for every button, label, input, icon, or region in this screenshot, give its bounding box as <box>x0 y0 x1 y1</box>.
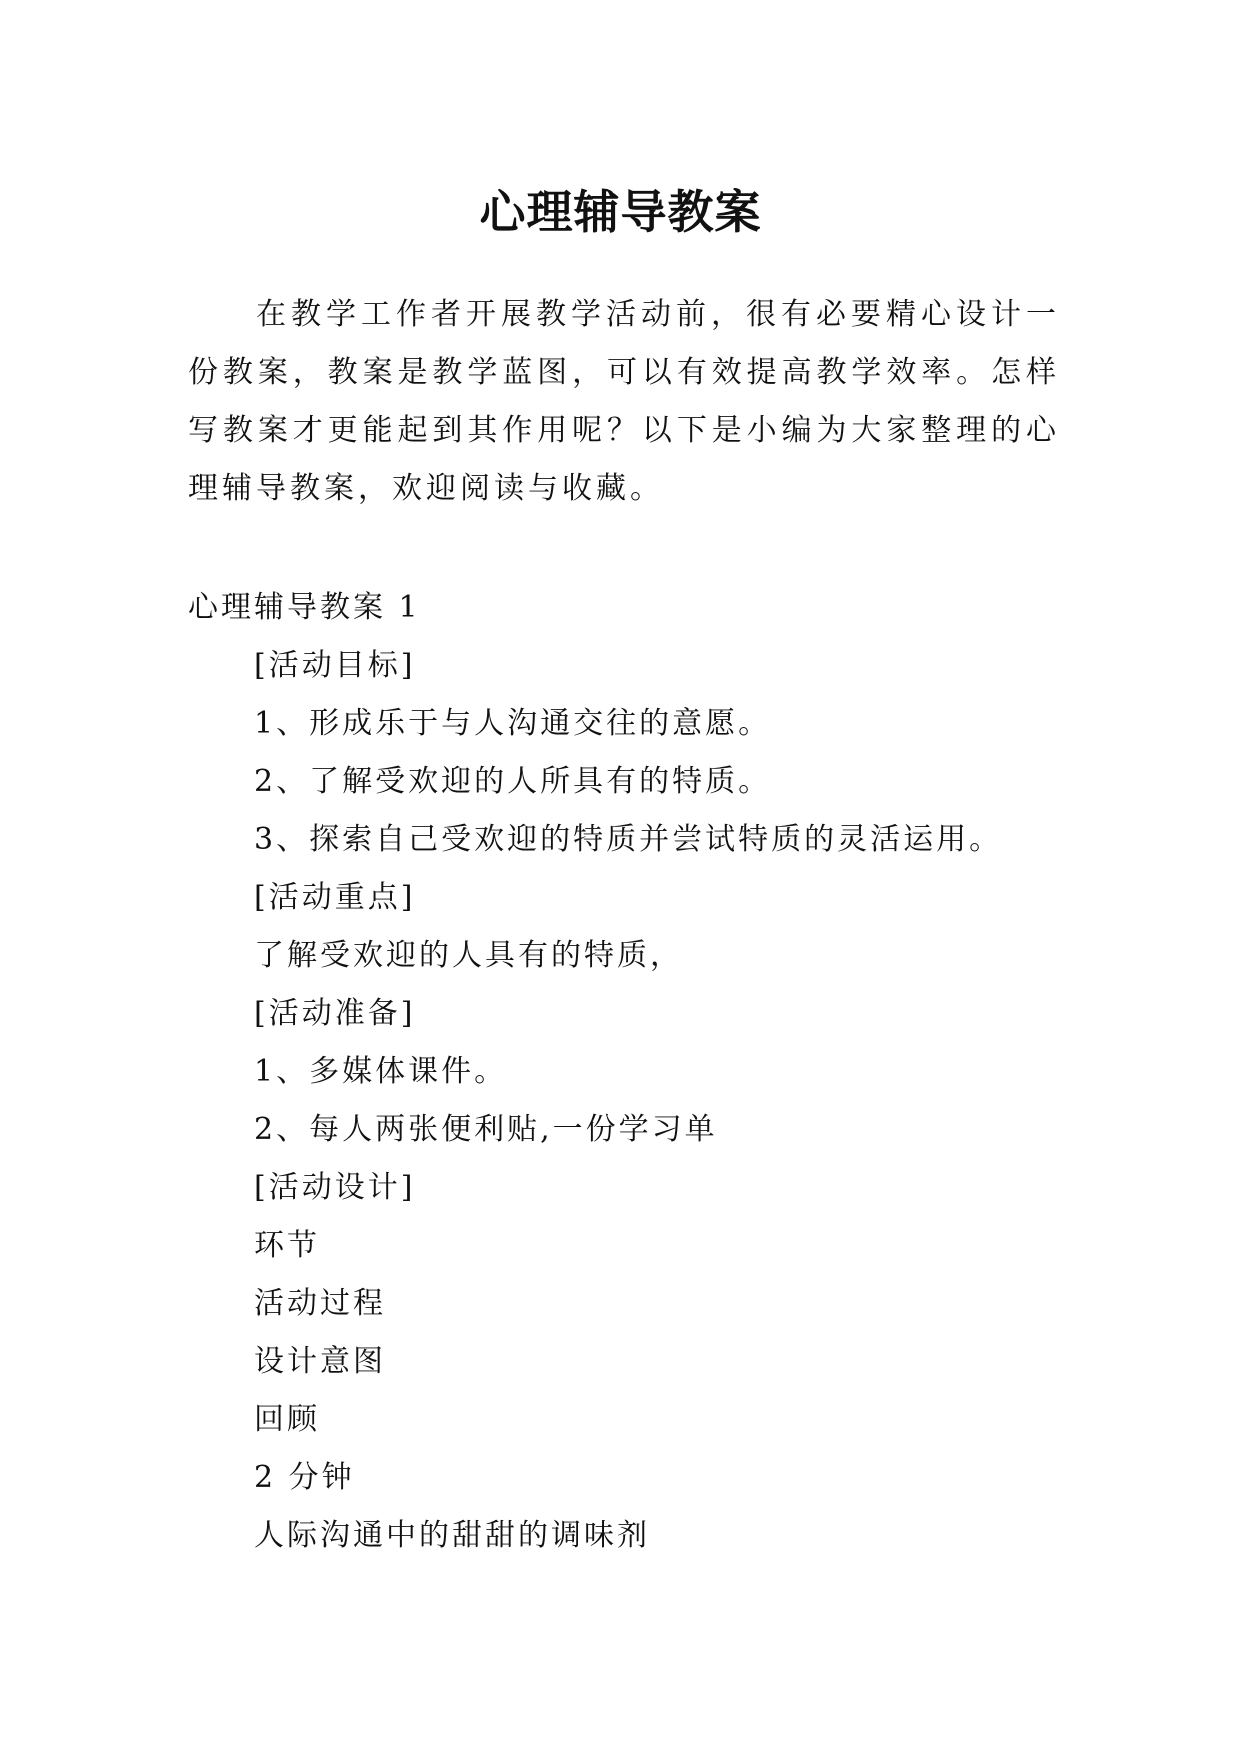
activity-preparation-heading: [活动准备] <box>254 996 416 1031</box>
lesson-plan-body <box>188 579 1088 1565</box>
activity-focus-heading: [活动重点] <box>254 880 416 915</box>
activity-goals-heading: [活动目标] <box>254 648 416 683</box>
design-table-cell: 2 分钟 <box>254 1460 355 1495</box>
section-heading: 心理辅导教案 1 <box>188 590 421 625</box>
document-title: 心理辅导教案 <box>479 184 762 239</box>
design-table-cell: 回顾 <box>254 1402 320 1437</box>
goal-item: 2、了解受欢迎的人所具有的特质。 <box>254 764 772 799</box>
design-table-cell: 活动过程 <box>254 1286 386 1321</box>
preparation-item: 1、多媒体课件。 <box>254 1054 508 1089</box>
preparation-item: 2、每人两张便利贴,一份学习单 <box>254 1112 718 1147</box>
design-table-cell: 人际沟通中的甜甜的调味剂 <box>254 1518 650 1553</box>
activity-design-heading: [活动设计] <box>254 1170 416 1205</box>
focus-text: 了解受欢迎的人具有的特质， <box>254 938 683 973</box>
goal-item: 1、形成乐于与人沟通交往的意愿。 <box>254 706 772 741</box>
design-table-cell: 设计意图 <box>254 1344 386 1379</box>
goal-item: 3、探索自己受欢迎的特质并尝试特质的灵活运用。 <box>254 822 1003 857</box>
intro-paragraph: 在教学工作者开展教学活动前，很有必要精心设计一份教案，教案是教学蓝图，可以有效提高教学效率。怎样写教案才更能起到其作用呢？以下是小编为大家整理的心理辅导教案，欢迎阅读与收藏。 <box>188 297 1060 506</box>
design-table-cell: 环节 <box>254 1228 320 1263</box>
